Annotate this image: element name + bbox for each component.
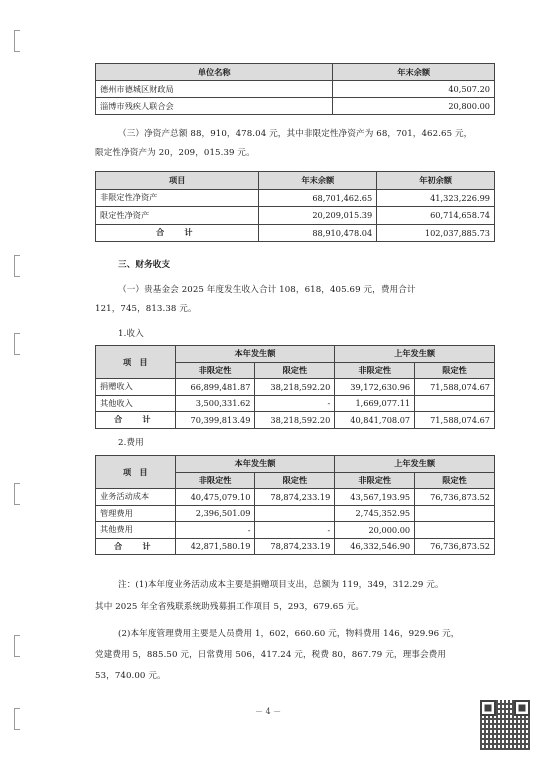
table-row: [96, 98, 495, 115]
table-cell: 淄博市残疾人联合会: [96, 98, 333, 115]
binding-mark: [14, 708, 20, 730]
finance-paragraph-line: 121，745，813.38 元。: [95, 304, 197, 314]
note-line: 注：(1)本年度业务活动成本主要是捐赠项目支出，总额为 119，349，312.29 元。: [118, 580, 444, 590]
column-header: 年末余额: [333, 64, 495, 81]
table-cell: 42,871,580.19: [175, 538, 255, 555]
table-cell: -: [255, 395, 335, 412]
finance-paragraph-line: （一）贵基金会 2025 年度发生收入合计 108，618，405.69 元，费用合计: [118, 285, 416, 295]
table-cell: 3,500,331.62: [175, 395, 255, 412]
table-cell: 38,218,592.20: [255, 412, 335, 429]
table-row: [96, 207, 495, 225]
column-header: 本年发生额: [175, 346, 335, 363]
column-header: 限定性: [255, 362, 335, 379]
table-cell: 70,399,813.49: [175, 412, 255, 429]
table-cell: 1,669,077.11: [335, 395, 415, 412]
column-header: 上年发生额: [335, 346, 495, 363]
table-cell: [255, 505, 335, 522]
table-cell: 合 计: [96, 412, 176, 429]
table-cell: 66,899,481.87: [175, 379, 255, 396]
units-balance-table: [95, 63, 495, 115]
table-cell: 业务活动成本: [96, 489, 176, 506]
page-number: － 4 －: [255, 707, 282, 716]
table-cell: [415, 505, 495, 522]
table-cell: 合 计: [96, 538, 176, 555]
table-row: [96, 522, 495, 539]
table-cell: 20,209,015.39: [259, 207, 377, 225]
income-table: [95, 345, 495, 429]
table-row: [96, 505, 495, 522]
table-header-row: [96, 346, 495, 363]
table-cell: 71,588,074.67: [415, 379, 495, 396]
table-cell: 60,714,658.74: [377, 207, 495, 225]
table-cell: 46,332,546.90: [335, 538, 415, 555]
table-row: [96, 395, 495, 412]
column-header: 非限定性: [335, 362, 415, 379]
table-cell: 88,910,478.04: [259, 224, 377, 242]
net-assets-table: [95, 171, 495, 242]
column-header: 项 目: [96, 346, 176, 379]
net-assets-paragraph-line: 限定性净资产为 20，209，015.39 元。: [95, 148, 255, 158]
table-cell: 68,701,462.65: [259, 189, 377, 207]
column-header: 本年发生额: [175, 456, 335, 473]
section-heading: 三、财务收支: [118, 260, 171, 270]
column-header: 年初余额: [377, 172, 495, 190]
table-cell: 40,475,079.10: [175, 489, 255, 506]
column-header: 非限定性: [175, 472, 255, 489]
note-line: (2)本年度管理费用主要是人员费用 1，602，660.60 元，物料费用 146，929.96 元，: [118, 629, 460, 639]
table-header-row: [96, 456, 495, 473]
table-cell: 71,588,074.67: [415, 412, 495, 429]
table-row: [96, 189, 495, 207]
binding-mark: [14, 255, 20, 277]
income-label: 1.收入: [118, 329, 144, 339]
expense-table: [95, 455, 495, 555]
table-cell: 78,874,233.19: [255, 538, 335, 555]
table-cell: 38,218,592.20: [255, 379, 335, 396]
table-cell: 78,874,233.19: [255, 489, 335, 506]
table-cell: 合 计: [96, 224, 259, 242]
table-total-row: [96, 224, 495, 242]
column-header: 上年发生额: [335, 456, 495, 473]
column-header: 限定性: [255, 472, 335, 489]
table-cell: 其他费用: [96, 522, 176, 539]
table-cell: [415, 522, 495, 539]
net-assets-paragraph-line: （三）净资产总额 88，910，478.04 元，其中非限定性净资产为 68，701，462.65 元，: [118, 129, 473, 139]
table-cell: 德州市德城区财政局: [96, 81, 333, 98]
column-header: 年末余额: [259, 172, 377, 190]
table-header-row: [96, 172, 495, 190]
table-cell: 102,037,885.73: [377, 224, 495, 242]
column-header: 非限定性: [175, 362, 255, 379]
column-header: 非限定性: [335, 472, 415, 489]
table-cell: 管理费用: [96, 505, 176, 522]
table-cell: 40,841,708.07: [335, 412, 415, 429]
table-cell: 20,000.00: [335, 522, 415, 539]
table-cell: 43,567,193.95: [335, 489, 415, 506]
table-total-row: [96, 412, 495, 429]
table-cell: 76,736,873.52: [415, 489, 495, 506]
table-cell: -: [255, 522, 335, 539]
table-cell: 40,507.20: [333, 81, 495, 98]
table-row: [96, 489, 495, 506]
binding-mark: [14, 30, 20, 52]
table-cell: 其他收入: [96, 395, 176, 412]
expense-label: 2.费用: [118, 438, 144, 448]
column-header: 项目: [96, 172, 259, 190]
column-header: 限定性: [415, 472, 495, 489]
table-cell: [415, 395, 495, 412]
column-header: 限定性: [415, 362, 495, 379]
table-cell: 39,172,630.96: [335, 379, 415, 396]
note-line: 其中 2025 年全省残联系统助残募捐工作项目 5，293，679.65 元。: [95, 602, 365, 612]
note-line: 53，740.00 元。: [95, 671, 166, 681]
table-row: [96, 81, 495, 98]
table-cell: 捐赠收入: [96, 379, 176, 396]
table-cell: 76,736,873.52: [415, 538, 495, 555]
table-header-row: [96, 64, 495, 81]
note-line: 党建费用 5，885.50 元，日常费用 506，417.24 元，税费 80，867.79 元，理事会费用: [95, 650, 447, 660]
table-cell: 20,800.00: [333, 98, 495, 115]
table-cell: -: [175, 522, 255, 539]
table-cell: 41,323,226.99: [377, 189, 495, 207]
table-row: [96, 379, 495, 396]
table-cell: 限定性净资产: [96, 207, 259, 225]
column-header: 项 目: [96, 456, 176, 489]
column-header: 单位名称: [96, 64, 333, 81]
binding-mark: [14, 483, 20, 505]
table-cell: 非限定性净资产: [96, 189, 259, 207]
table-total-row: [96, 538, 495, 555]
binding-mark: [14, 333, 20, 355]
table-cell: 2,396,501.09: [175, 505, 255, 522]
binding-mark: [14, 635, 20, 657]
qr-code-icon: [480, 700, 530, 750]
table-cell: 2,745,352.95: [335, 505, 415, 522]
